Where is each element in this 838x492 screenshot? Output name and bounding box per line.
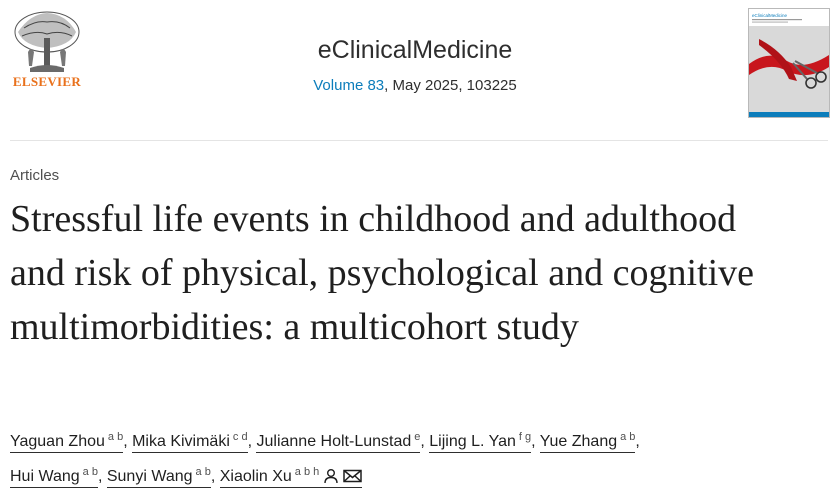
article-header <box>0 0 838 140</box>
author-name: Yue Zhang <box>539 433 618 450</box>
publisher-name[interactable]: ELSEVIER <box>12 74 82 89</box>
header-divider <box>10 140 828 141</box>
affiliation-marker: a b h <box>294 466 320 478</box>
author-link[interactable] <box>132 433 247 453</box>
author-list <box>10 422 830 492</box>
author-separator: , <box>635 433 640 450</box>
author-link[interactable] <box>107 468 211 488</box>
author-link[interactable] <box>10 468 98 488</box>
issue-details: , May 2025, 103225 <box>384 77 517 94</box>
journal-title[interactable]: eClinicalMedicine <box>317 36 513 64</box>
cover-art <box>749 9 829 117</box>
author-name: Yaguan Zhou <box>10 433 105 450</box>
author-separator: , <box>531 433 536 450</box>
author-separator: , <box>123 433 128 450</box>
author-name: Hui Wang <box>10 468 80 485</box>
affiliation-marker: f g <box>518 431 532 443</box>
envelope-icon[interactable] <box>343 468 362 484</box>
volume-link[interactable]: Volume 83 <box>313 77 385 94</box>
author-name: Julianne Holt-Lunstad <box>256 433 412 450</box>
affiliation-marker: c d <box>232 431 248 443</box>
author-separator: , <box>420 433 425 450</box>
author-separator: , <box>97 468 103 485</box>
author-link[interactable] <box>10 433 123 453</box>
article-title: Stressful life events in childhood and adulthood and risk of physical, psychological and cognitive multimorbidities: a multicohort study <box>10 198 754 348</box>
affiliation-marker: a b <box>620 431 636 443</box>
author-name: Mika Kivimäki <box>132 433 230 450</box>
author-separator: , <box>247 433 253 450</box>
author-separator: , <box>210 468 216 485</box>
cover-masthead: eClinicalMedicine <box>752 13 788 18</box>
author-link-corresponding[interactable] <box>220 468 363 488</box>
author-name: Lijing L. Yan <box>429 433 516 450</box>
author-link[interactable] <box>256 433 420 453</box>
article-type-label: Articles <box>10 167 60 184</box>
author-link[interactable] <box>540 433 636 453</box>
affiliation-marker: a b <box>195 466 211 478</box>
journal-issue-info <box>230 77 600 94</box>
affiliation-marker: a b <box>82 466 98 478</box>
person-icon <box>323 468 339 484</box>
author-name: Sunyi Wang <box>106 468 193 485</box>
affiliation-marker: a b <box>107 431 124 443</box>
author-link[interactable] <box>429 433 531 453</box>
author-name: Xiaolin Xu <box>219 468 292 485</box>
affiliation-marker: e <box>414 431 421 443</box>
journal-cover-thumbnail[interactable] <box>748 8 830 118</box>
